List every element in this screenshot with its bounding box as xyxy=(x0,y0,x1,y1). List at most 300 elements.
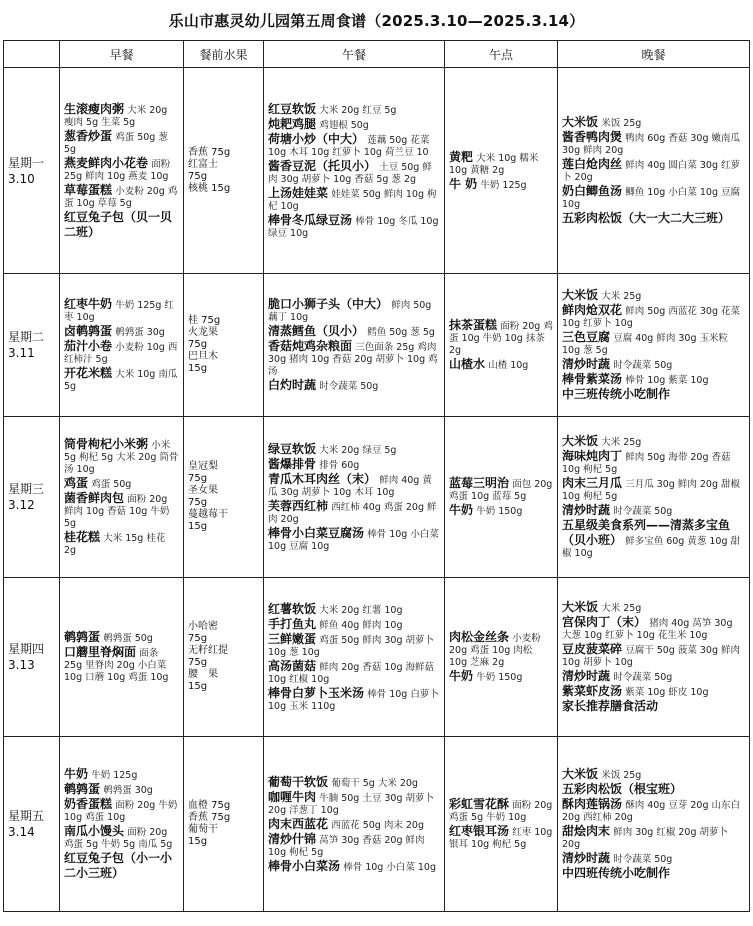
dish-name: 桂花糕 xyxy=(64,530,101,544)
dish-ingredients: 莲藕 50g 花菜 10g 木耳 10g 红萝卜 10g 荷兰豆 10 xyxy=(268,134,430,158)
menu-item xyxy=(562,372,745,387)
dish-name: 红豆软饭 xyxy=(268,101,317,116)
dish-name: 南瓜小馒头 xyxy=(64,824,125,838)
fruit-line: 75g xyxy=(188,170,208,182)
menu-item xyxy=(64,476,179,491)
header-cell-blank xyxy=(4,41,60,68)
menu-item xyxy=(64,851,179,881)
fruit-line: 火龙果 xyxy=(188,327,218,338)
menu-item xyxy=(268,457,440,472)
dish-name: 香菇炖鸡杂粮面 xyxy=(268,339,353,353)
menu-item xyxy=(64,366,179,393)
dish-name: 葡萄干软饭 xyxy=(268,774,329,789)
dish-name: 棒骨冬瓜绿豆汤 xyxy=(268,212,353,227)
header-row xyxy=(4,41,750,68)
menu-item xyxy=(64,530,179,557)
dish-ingredients: 三色面条 25g 鸡肉 30g 猪肉 10g 香菇 20g 胡萝卜 10g 鸡汤 xyxy=(268,342,438,377)
menu-item xyxy=(449,797,553,824)
fruit-line: 葡萄干 xyxy=(188,824,218,835)
menu-item xyxy=(562,699,745,714)
dish-ingredients: 牛腩 50g 土豆 30g 胡萝卜 20g 洋葱丁 10g xyxy=(268,792,435,816)
dish-name: 棒骨白萝卜玉米汤 xyxy=(268,685,365,700)
dish-ingredients: 紫菜 10g 虾皮 10g xyxy=(625,687,709,698)
menu-item xyxy=(268,659,440,686)
menu-item xyxy=(268,686,440,713)
day-cell xyxy=(4,578,60,737)
dish-ingredients: 鸡蛋 50g 葱 5g xyxy=(64,131,168,155)
menu-item xyxy=(64,339,179,366)
dinner-cell xyxy=(558,737,750,912)
fruit-line: 香蕉 75g xyxy=(188,146,231,158)
dish-name: 肉末西蓝花 xyxy=(268,816,329,831)
lunch-cell xyxy=(264,417,445,578)
dish-ingredients: 牛奶 125g xyxy=(480,179,527,191)
dish-name: 蓝莓三明治 xyxy=(449,476,510,490)
fruit-line: 香蕉 75g xyxy=(188,812,231,823)
dish-ingredients: 棒骨 10g 白萝卜 10g 玉米 110g xyxy=(268,688,439,712)
fruit-line: 核桃 15g xyxy=(188,182,231,194)
fruit-line: 75g xyxy=(188,657,208,668)
dish-ingredients: 大米 15g 桂花 2g xyxy=(64,533,166,556)
page-title: 乐山市惠灵幼儿园第五周食谱（2025.3.10—2025.3.14） xyxy=(168,12,585,30)
menu-item xyxy=(268,499,440,526)
dish-ingredients: 大米 20g 红薯 10g xyxy=(319,604,403,616)
dish-ingredients: 鲜肉 40g 黄瓜 30g 胡萝卜 10g 木耳 10g xyxy=(268,474,432,498)
dinner-cell xyxy=(558,417,750,578)
dish-name: 红枣银耳汤 xyxy=(449,824,510,838)
dish-name: 三鲜嫩蛋 xyxy=(268,631,317,646)
dish-name: 牛奶 xyxy=(64,767,89,781)
fruit-line: 75g xyxy=(188,339,208,350)
dish-ingredients: 大米 25g xyxy=(601,437,642,448)
menu-item xyxy=(562,824,745,851)
dinner-cell xyxy=(558,68,750,274)
menu-item xyxy=(562,866,745,881)
fruit-line: 75g xyxy=(188,633,208,644)
day-date: 3.14 xyxy=(8,825,35,839)
menu-item xyxy=(268,602,440,617)
menu-item xyxy=(562,642,745,669)
menu-item xyxy=(562,518,745,560)
fruit-cell xyxy=(184,274,264,417)
menu-item xyxy=(64,156,179,183)
day-name: 星期五 xyxy=(8,809,45,823)
fruit-line: 15g xyxy=(188,521,208,532)
menu-item xyxy=(562,184,745,211)
menu-item xyxy=(562,288,745,303)
dish-ingredients: 大米 25g xyxy=(601,603,642,614)
dish-ingredients: 大米 20g 红豆 5g xyxy=(319,104,397,116)
dish-name: 脆口小狮子头（中大） xyxy=(268,297,389,311)
dish-ingredients: 棒骨 10g 小白菜 10g xyxy=(343,861,436,873)
dish-name: 大米饭 xyxy=(562,115,599,129)
menu-item xyxy=(64,324,179,339)
menu-item xyxy=(268,324,440,339)
dish-name: 甜烩肉末 xyxy=(562,824,611,838)
day-name: 星期一 xyxy=(8,155,45,170)
snack-cell xyxy=(445,274,558,417)
dish-ingredients: 牛奶 125g 红枣 10g xyxy=(64,300,174,323)
menu-item xyxy=(449,630,553,669)
day-date: 3.10 xyxy=(8,171,35,186)
dish-ingredients: 鲜肉 20g 香菇 10g 海鲜菇 10g 红椒 10g xyxy=(268,661,435,685)
dish-ingredients: 豆腐干 50g 菠菜 30g 鲜肉 10g 胡萝卜 10g xyxy=(562,645,741,668)
menu-item xyxy=(268,339,440,378)
dish-name: 红豆兔子包（小一小二小三班） xyxy=(64,851,173,880)
dish-name: 抹茶蛋糕 xyxy=(449,318,498,332)
snack-cell xyxy=(445,578,558,737)
dish-name: 酥肉莲锅汤 xyxy=(562,797,623,811)
day-cell xyxy=(4,274,60,417)
lunch-cell xyxy=(264,578,445,737)
menu-item xyxy=(562,157,745,184)
menu-item xyxy=(64,645,179,684)
dish-name: 牛奶 xyxy=(449,503,474,517)
dish-name: 清蒸鳕鱼（贝小） xyxy=(268,324,365,338)
menu-item xyxy=(562,387,745,402)
dish-ingredients: 面粉 20g 鸡蛋 5g 牛奶 5g 南瓜 5g xyxy=(64,827,173,850)
dish-name: 肉末三月瓜 xyxy=(562,476,623,490)
menu-item xyxy=(562,782,745,797)
day-row xyxy=(4,578,750,737)
day-row xyxy=(4,737,750,912)
dish-ingredients: 时令蔬菜 50g xyxy=(613,672,673,683)
header-cell-fruit: 餐前水果 xyxy=(184,41,264,68)
fruit-line: 无籽红提 xyxy=(188,645,228,656)
fruit-line: 15g xyxy=(188,363,208,374)
dish-name: 清炒时蔬 xyxy=(562,851,611,865)
lunch-cell xyxy=(264,68,445,274)
menu-item xyxy=(268,790,440,817)
day-row xyxy=(4,417,750,578)
dish-ingredients: 牛奶 150g xyxy=(476,506,523,517)
dish-name: 生滚瘦肉粥 xyxy=(64,101,125,116)
day-cell xyxy=(4,417,60,578)
menu-item xyxy=(64,767,179,782)
dish-ingredients: 鸡蛋 50g 鲜肉 30g 胡萝卜 10g 葱 10g xyxy=(268,634,435,658)
fruit-line: 15g xyxy=(188,681,208,692)
dish-name: 鹌鹑蛋 xyxy=(64,630,101,644)
menu-item xyxy=(562,684,745,699)
dish-ingredients: 小麦粉 20g 鸡蛋 10g 草莓 5g xyxy=(64,185,178,209)
dish-name: 红枣牛奶 xyxy=(64,297,113,311)
fruit-line: 75g xyxy=(188,473,208,484)
fruit-line: 血橙 75g xyxy=(188,800,231,811)
menu-item xyxy=(268,442,440,457)
dish-name: 五彩肉松饭（根宝班） xyxy=(562,782,683,796)
dish-name: 筒骨枸杞小米粥 xyxy=(64,437,149,451)
menu-item xyxy=(562,130,745,157)
dish-ingredients: 米饭 25g xyxy=(601,770,642,781)
dish-name: 红薯软饭 xyxy=(268,601,317,616)
day-row xyxy=(4,68,750,274)
dish-name: 手打鱼丸 xyxy=(268,616,317,631)
dish-ingredients: 大米 25g xyxy=(601,291,642,302)
dish-ingredients: 鸡蛋 50g xyxy=(91,479,132,490)
snack-cell xyxy=(445,417,558,578)
dish-ingredients: 鸭肉 60g 香菇 30g 嫩南瓜 30g 鲜肉 20g xyxy=(562,133,741,156)
dish-ingredients: 大米 10g 糯米 10g 黄糖 2g xyxy=(449,152,539,176)
header-cell-snack: 午点 xyxy=(445,41,558,68)
dish-ingredients: 酥肉 40g 豆芽 20g 山东白 20g 西红柿 20g xyxy=(562,800,741,823)
menu-item xyxy=(449,150,553,177)
dish-name: 燕麦鲜肉小花卷 xyxy=(64,155,149,170)
breakfast-cell xyxy=(60,737,184,912)
dish-ingredients: 三月瓜 30g 鲜肉 20g 甜椒 10g 枸杞 5g xyxy=(562,479,741,502)
menu-item xyxy=(268,117,440,132)
day-date: 3.11 xyxy=(8,346,35,360)
day-name: 星期三 xyxy=(8,482,45,496)
dish-ingredients: 时令蔬菜 50g xyxy=(319,381,379,392)
day-row xyxy=(4,274,750,417)
fruit-line: 桂 75g xyxy=(188,315,221,326)
dish-name: 绿豆软饭 xyxy=(268,441,317,456)
fruit-line: 皇冠梨 xyxy=(188,461,218,472)
dish-name: 牛奶 xyxy=(449,669,474,683)
dish-ingredients: 棒骨 10g 冬瓜 10g 绿豆 10g xyxy=(268,215,439,239)
menu-item xyxy=(268,132,440,159)
dish-name: 大米饭 xyxy=(562,288,599,302)
fruit-cell xyxy=(184,578,264,737)
fruit-line: 15g xyxy=(188,836,208,847)
menu-item xyxy=(64,297,179,324)
dish-ingredients: 棒骨 10g 小白菜 10g 豆腐 10g xyxy=(268,528,439,552)
menu-item xyxy=(562,211,745,226)
dish-name: 奶香蛋糕 xyxy=(64,797,113,811)
dish-name: 五彩肉松饭（大一大二大三班） xyxy=(562,211,731,225)
dish-ingredients: 鲜肉 50g 西蓝花 30g 花菜 10g 红萝卜 10g xyxy=(562,306,741,329)
menu-item xyxy=(562,851,745,866)
dish-name: 白灼时蔬 xyxy=(268,378,317,392)
dish-name: 鸡蛋 xyxy=(64,476,89,490)
dish-ingredients: 鹌鹑蛋 30g xyxy=(103,785,153,796)
dish-name: 清炒时蔬 xyxy=(562,357,611,371)
dish-ingredients: 鸡翅根 50g xyxy=(319,119,369,131)
dish-name: 炖耙鸡腿 xyxy=(268,116,317,131)
dish-ingredients: 牛奶 150g xyxy=(476,672,523,683)
fruit-line: 小哈密 xyxy=(188,621,218,632)
dish-name: 酱香鸭肉煲 xyxy=(562,130,623,144)
dish-name: 棒骨小白菜汤 xyxy=(268,858,341,873)
dish-ingredients: 小麦粉 10g 西红柿汁 5g xyxy=(64,342,178,365)
dish-ingredients: 鳕鱼 50g 葱 5g xyxy=(367,327,435,338)
fruit-line: 巴旦木 xyxy=(188,351,218,362)
breakfast-cell xyxy=(60,68,184,274)
dish-ingredients: 棒骨 10g 紫菜 10g xyxy=(625,375,709,386)
dish-name: 山楂水 xyxy=(449,357,486,371)
menu-item xyxy=(449,669,553,684)
dish-ingredients: 鲜肉 40g 圆白菜 30g 红萝卜 20g xyxy=(562,160,741,183)
dinner-cell xyxy=(558,578,750,737)
dish-ingredients: 红枣 10g 银耳 10g 枸杞 5g xyxy=(449,827,553,850)
menu-item xyxy=(562,449,745,476)
menu-item xyxy=(64,797,179,824)
day-date: 3.12 xyxy=(8,498,35,512)
menu-item xyxy=(64,210,179,240)
dish-ingredients: 面粉 25g 鲜肉 10g 燕麦 10g xyxy=(64,158,171,182)
dish-ingredients: 娃娃菜 50g 鲜肉 10g 枸杞 10g xyxy=(268,188,437,212)
lunch-cell xyxy=(264,274,445,417)
dish-name: 黄粑 xyxy=(449,149,474,164)
dish-ingredients: 猪肉 40g 莴笋 30g 大葱 10g 红萝卜 10g 花生米 10g xyxy=(562,618,733,641)
dish-ingredients: 小麦粉 20g 鸡蛋 10g 肉松 10g 芝麻 2g xyxy=(449,633,541,668)
dish-ingredients: 西红柿 40g 鸡蛋 20g 鲜肉 20g xyxy=(268,501,437,525)
dish-name: 大米饭 xyxy=(562,434,599,448)
day-cell xyxy=(4,737,60,912)
breakfast-cell xyxy=(60,274,184,417)
menu-item xyxy=(268,832,440,859)
dish-name: 中三班传统小吃制作 xyxy=(562,387,671,401)
menu-item xyxy=(268,102,440,117)
fruit-line: 红富士 xyxy=(188,158,218,170)
fruit-line: 腰 果 xyxy=(188,669,218,680)
menu-item xyxy=(562,503,745,518)
dish-ingredients: 面粉 20g 鲜肉 10g 香菇 10g 牛奶 5g xyxy=(64,494,170,529)
dish-name: 宫保肉丁（末） xyxy=(562,615,647,629)
dish-name: 上汤娃娃菜 xyxy=(268,185,329,200)
menu-item xyxy=(449,476,553,503)
menu-item xyxy=(64,630,179,645)
menu-item xyxy=(562,330,745,357)
dish-ingredients: 面粉 20g 牛奶 10g 鸡蛋 10g xyxy=(64,800,178,823)
dish-name: 咖喱牛肉 xyxy=(268,789,317,804)
menu-item xyxy=(268,632,440,659)
dish-ingredients: 鲜鱼 40g 鲜肉 10g xyxy=(319,619,403,631)
dish-name: 鹌鹑蛋 xyxy=(64,782,101,796)
menu-item xyxy=(449,503,553,518)
dish-ingredients: 鲜多宝鱼 60g 黄葱 10g 甜椒 10g xyxy=(562,536,741,559)
dish-name: 五星级美食系列——清蒸多宝鱼（贝小班） xyxy=(562,518,731,547)
menu-item xyxy=(268,159,440,186)
dish-ingredients: 面粉 20g 鸡蛋 5g 牛奶 10g xyxy=(449,800,553,823)
dish-ingredients: 面粉 20g 鸡蛋 10g 牛奶 10g 抹茶 2g xyxy=(449,321,553,356)
menu-item xyxy=(562,434,745,449)
dish-name: 肉松金丝条 xyxy=(449,630,510,644)
dish-name: 口蘑里脊焖面 xyxy=(64,645,137,659)
menu-item xyxy=(562,600,745,615)
menu-item xyxy=(562,797,745,824)
dish-name: 菌香鲜肉包 xyxy=(64,491,125,505)
day-name: 星期二 xyxy=(8,330,45,344)
breakfast-cell xyxy=(60,578,184,737)
dish-ingredients: 大米 10g 南瓜 5g xyxy=(64,369,178,392)
dinner-cell xyxy=(558,274,750,417)
dish-name: 奶白鲫鱼汤 xyxy=(562,184,623,198)
dish-ingredients: 豆腐 40g 鲜肉 30g 玉米粒 10g 葱 5g xyxy=(562,333,729,356)
dish-ingredients: 山楂 10g xyxy=(488,360,529,371)
dish-name: 荷塘小炒（中大） xyxy=(268,131,365,146)
dish-name: 棒骨小白菜豆腐汤 xyxy=(268,525,365,540)
dish-ingredients: 鹌鹑蛋 30g xyxy=(115,327,165,338)
menu-item xyxy=(268,859,440,874)
dish-name: 红豆兔子包（贝一贝二班） xyxy=(64,209,173,239)
menu-item xyxy=(268,775,440,790)
menu-item xyxy=(562,476,745,503)
menu-item xyxy=(449,824,553,851)
menu-item xyxy=(449,177,553,192)
dish-name: 开花米糕 xyxy=(64,366,113,380)
menu-item xyxy=(562,115,745,130)
dish-ingredients: 面包 20g 鸡蛋 10g 蓝莓 5g xyxy=(449,479,553,502)
dish-name: 草莓蛋糕 xyxy=(64,182,113,197)
dish-ingredients: 鲜肉 50g 藕丁 10g xyxy=(268,300,432,323)
menu-item xyxy=(268,817,440,832)
menu-item xyxy=(268,526,440,553)
lunch-cell xyxy=(264,737,445,912)
dish-ingredients: 鲫鱼 10g 小白菜 10g 豆腐 10g xyxy=(562,187,741,210)
dish-ingredients: 大米 20g 绿豆 5g xyxy=(319,444,397,456)
day-cell xyxy=(4,68,60,274)
dish-name: 清炒时蔬 xyxy=(562,669,611,683)
dish-ingredients: 时令蔬菜 50g xyxy=(613,360,673,371)
menu-item xyxy=(268,378,440,393)
dish-ingredients: 西蓝花 50g 肉末 20g xyxy=(331,819,424,831)
menu-item xyxy=(268,297,440,324)
menu-item xyxy=(268,617,440,632)
dish-name: 豆皮菠菜碎 xyxy=(562,642,623,656)
menu-item xyxy=(562,303,745,330)
dish-ingredients: 时令蔬菜 50g xyxy=(613,854,673,865)
dish-name: 大米饭 xyxy=(562,767,599,781)
dish-ingredients: 牛奶 125g xyxy=(91,770,138,781)
dish-name: 海味炖肉丁 xyxy=(562,449,623,463)
dish-name: 葱香炒蛋 xyxy=(64,128,113,143)
dish-name: 高汤菌菇 xyxy=(268,658,317,673)
menu-item xyxy=(562,767,745,782)
dish-ingredients: 排骨 60g xyxy=(319,459,360,471)
header-cell-breakfast: 早餐 xyxy=(60,41,184,68)
dish-ingredients: 米饭 25g xyxy=(601,118,642,129)
snack-cell xyxy=(445,68,558,274)
menu-table xyxy=(3,40,750,912)
menu-item xyxy=(562,669,745,684)
menu-item xyxy=(64,129,179,156)
dish-ingredients: 时令蔬菜 50g xyxy=(613,506,673,517)
dish-name: 棒骨紫菜汤 xyxy=(562,372,623,386)
fruit-cell xyxy=(184,417,264,578)
day-date: 3.13 xyxy=(8,658,35,672)
dish-name: 大米饭 xyxy=(562,600,599,614)
dish-name: 鲜肉炝双花 xyxy=(562,303,623,317)
menu-item xyxy=(268,186,440,213)
fruit-cell xyxy=(184,68,264,274)
day-name: 星期四 xyxy=(8,642,45,656)
dish-name: 紫菜虾皮汤 xyxy=(562,684,623,698)
dish-ingredients: 面条 25g 里脊肉 20g 小白菜 10g 口蘑 10g 鸡蛋 10g xyxy=(64,648,169,683)
dish-name: 酱香豆泥（托贝小） xyxy=(268,158,377,173)
menu-item xyxy=(449,357,553,372)
dish-name: 清炒什锦 xyxy=(268,831,317,846)
dish-name: 酱爆排骨 xyxy=(268,456,317,471)
dish-ingredients: 莴笋 30g 香菇 20g 鲜肉 10g 枸杞 5g xyxy=(268,834,425,858)
dish-name: 芙蓉西红柿 xyxy=(268,498,329,513)
fruit-line: 圣女果 xyxy=(188,485,218,496)
dish-ingredients: 土豆 50g 鲜肉 30g 胡萝卜 10g 香菇 5g 葱 2g xyxy=(268,161,432,185)
menu-item xyxy=(64,782,179,797)
dish-name: 清炒时蔬 xyxy=(562,503,611,517)
dish-name: 莲白炝肉丝 xyxy=(562,157,623,171)
menu-item xyxy=(562,357,745,372)
menu-item xyxy=(562,615,745,642)
menu-item xyxy=(64,491,179,530)
menu-item xyxy=(64,102,179,129)
dish-ingredients: 葡萄干 5g 大米 20g xyxy=(331,777,418,789)
breakfast-cell xyxy=(60,417,184,578)
dish-name: 中四班传统小吃制作 xyxy=(562,866,671,880)
menu-item xyxy=(268,472,440,499)
menu-item xyxy=(268,213,440,240)
dish-name: 牛 奶 xyxy=(449,176,478,191)
